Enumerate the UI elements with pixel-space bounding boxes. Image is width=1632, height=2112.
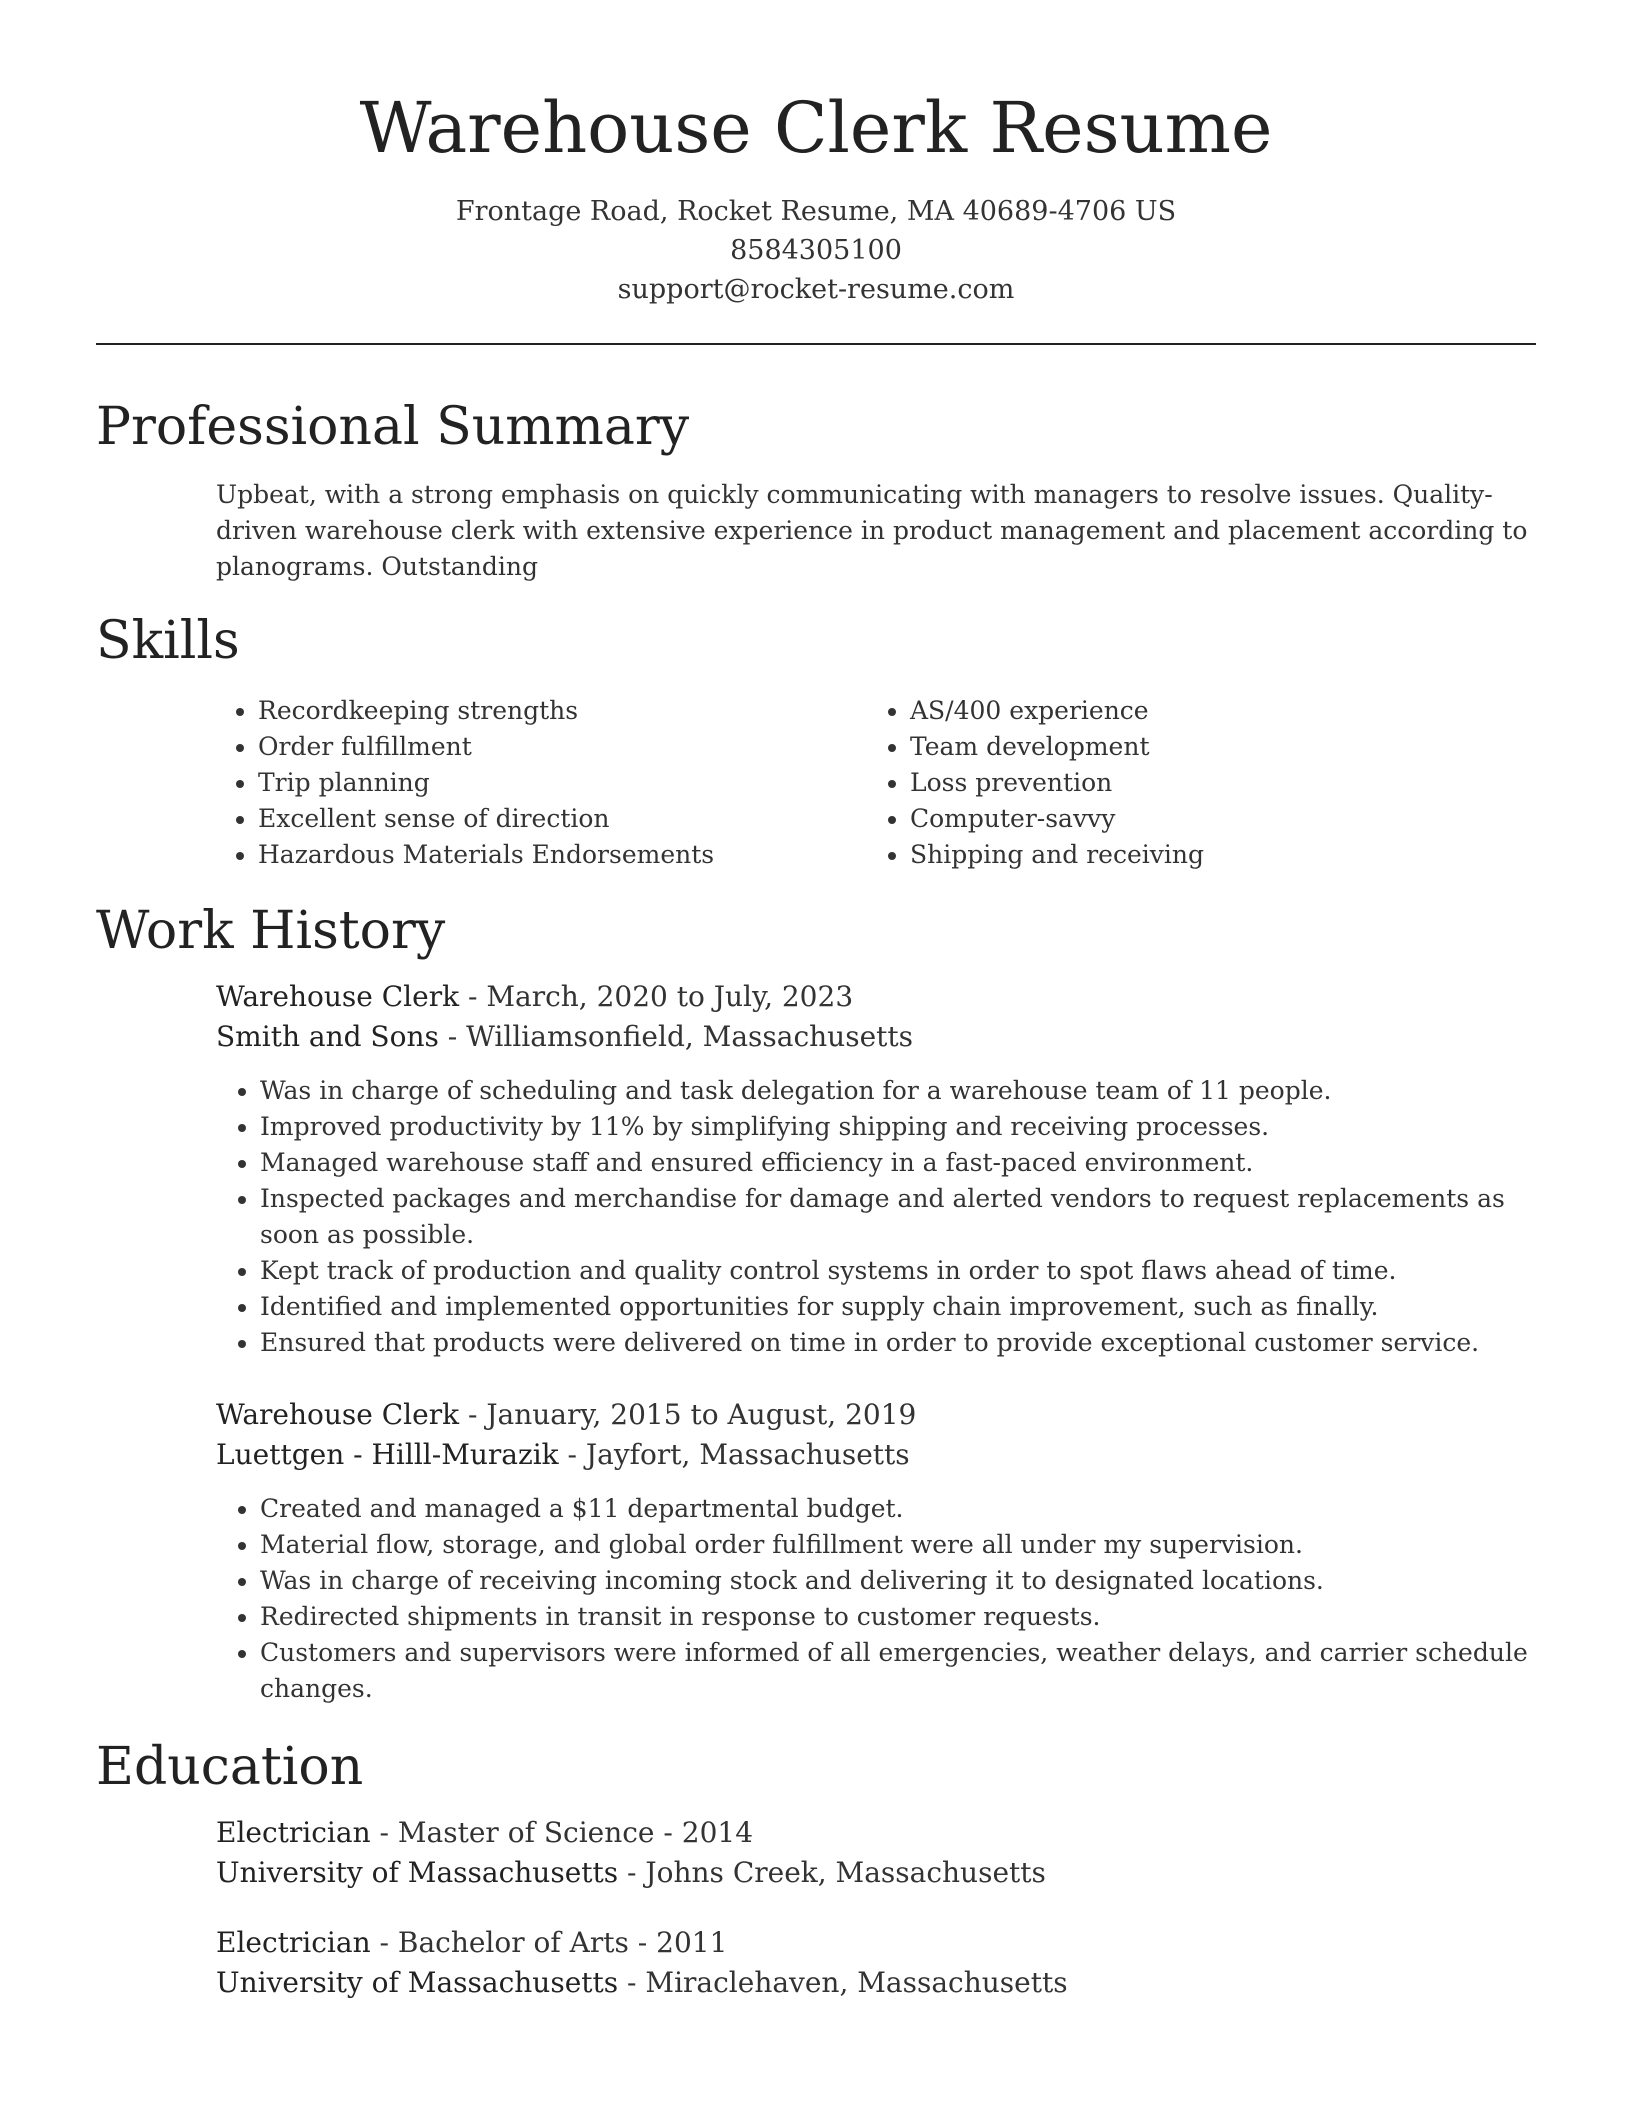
education-degree: - Bachelor of Arts - 2011 — [370, 1926, 728, 1959]
education-heading: Education — [96, 1737, 364, 1797]
education-degree-line — [216, 1923, 1536, 1963]
skill-item: • Order fulfillment — [258, 729, 868, 765]
education-location: - Miraclehaven, Massachusetts — [618, 1966, 1068, 1999]
education-entry — [216, 1923, 1536, 2003]
job-duty: • Ensured that products were delivered on time in order to provide exceptional customer service. — [260, 1325, 1536, 1361]
job-duty: • Improved productivity by 11% by simplifying shipping and receiving processes. — [260, 1109, 1536, 1145]
job-duty: • Redirected shipments in transit in response to customer requests. — [260, 1599, 1536, 1635]
education-field: Electrician — [216, 1926, 371, 1959]
skill-item: • Team development — [910, 729, 1520, 765]
skill-item: • Excellent sense of direction — [258, 801, 868, 837]
job-entry — [216, 1395, 1536, 1707]
education-degree-line — [216, 1813, 1536, 1853]
job-dates: - March, 2020 to July, 2023 — [459, 980, 854, 1013]
skills-heading: Skills — [96, 611, 240, 671]
job-company: Luettgen - Hilll-Murazik — [216, 1438, 559, 1471]
job-duty: • Identified and implemented opportunities for supply chain improvement, such as finally. — [260, 1289, 1536, 1325]
summary-heading: Professional Summary — [96, 397, 690, 457]
skill-item: • Recordkeeping strengths — [258, 693, 868, 729]
education-school-line — [216, 1853, 1536, 1893]
work-history-section — [96, 899, 1536, 1707]
education-school: University of Massachusetts — [216, 1856, 619, 1889]
skills-columns — [216, 693, 1536, 873]
job-duty: • Customers and supervisors were informed of all emergencies, weather delays, and carrier schedule changes. — [260, 1635, 1536, 1707]
job-company-line — [216, 1017, 1536, 1057]
job-duty: • Kept track of production and quality control systems in order to spot flaws ahead of time. — [260, 1253, 1536, 1289]
job-title-line — [216, 977, 1536, 1017]
job-duty: • Managed warehouse staff and ensured efficiency in a fast-paced environment. — [260, 1145, 1536, 1181]
job-duties-list — [216, 1491, 1536, 1707]
skill-item: • Computer-savvy — [910, 801, 1520, 837]
job-duty: • Inspected packages and merchandise for damage and alerted vendors to request replacements as soon as possible. — [260, 1181, 1536, 1253]
education-school: University of Massachusetts — [216, 1966, 619, 1999]
contact-info — [96, 192, 1536, 309]
job-entry — [216, 977, 1536, 1361]
skill-item: • Loss prevention — [910, 765, 1520, 801]
job-duties-list — [216, 1073, 1536, 1361]
job-dates: - January, 2015 to August, 2019 — [459, 1398, 917, 1431]
job-title: Warehouse Clerk — [216, 1398, 460, 1431]
job-company: Smith and Sons — [216, 1020, 439, 1053]
education-section — [96, 1735, 1536, 2003]
job-duty: • Material flow, storage, and global order fulfillment were all under my supervision. — [260, 1527, 1536, 1563]
job-title: Warehouse Clerk — [216, 980, 460, 1013]
job-title-line — [216, 1395, 1536, 1435]
job-location: - Williamsonfield, Massachusetts — [438, 1020, 914, 1053]
skill-item: • Trip planning — [258, 765, 868, 801]
skills-section — [96, 609, 1536, 873]
header-divider — [96, 343, 1536, 345]
skills-list-right — [868, 693, 1520, 873]
education-entry — [216, 1813, 1536, 1893]
education-degree: - Master of Science - 2014 — [370, 1816, 754, 1849]
contact-address: Frontage Road, Rocket Resume, MA 40689-4706 US — [455, 196, 1177, 227]
job-company-line — [216, 1435, 1536, 1475]
education-field: Electrician — [216, 1816, 371, 1849]
job-location: - Jayfort, Massachusetts — [558, 1438, 910, 1471]
summary-section — [96, 395, 1536, 585]
page-title: Warehouse Clerk Resume — [359, 87, 1273, 169]
job-duty: • Created and managed a $11 departmental budget. — [260, 1491, 1536, 1527]
work-history-heading: Work History — [96, 901, 446, 961]
education-school-line — [216, 1963, 1536, 2003]
skill-item: • AS/400 experience — [910, 693, 1520, 729]
education-location: - Johns Creek, Massachusetts — [618, 1856, 1046, 1889]
contact-email: support@rocket-resume.com — [617, 274, 1015, 305]
summary-text: Upbeat, with a strong emphasis on quickly communicating with managers to resolve issues. Quality-driven warehouse clerk with extensive experience in product management and placement according to planograms. Outstanding — [216, 480, 1528, 581]
contact-phone: 8584305100 — [730, 235, 902, 266]
skill-item: • Hazardous Materials Endorsements — [258, 837, 868, 873]
job-duty: • Was in charge of scheduling and task delegation for a warehouse team of 11 people. — [260, 1073, 1536, 1109]
resume-header — [96, 0, 1536, 309]
job-duty: • Was in charge of receiving incoming stock and delivering it to designated locations. — [260, 1563, 1536, 1599]
skills-list-left — [216, 693, 868, 873]
skill-item: • Shipping and receiving — [910, 837, 1520, 873]
